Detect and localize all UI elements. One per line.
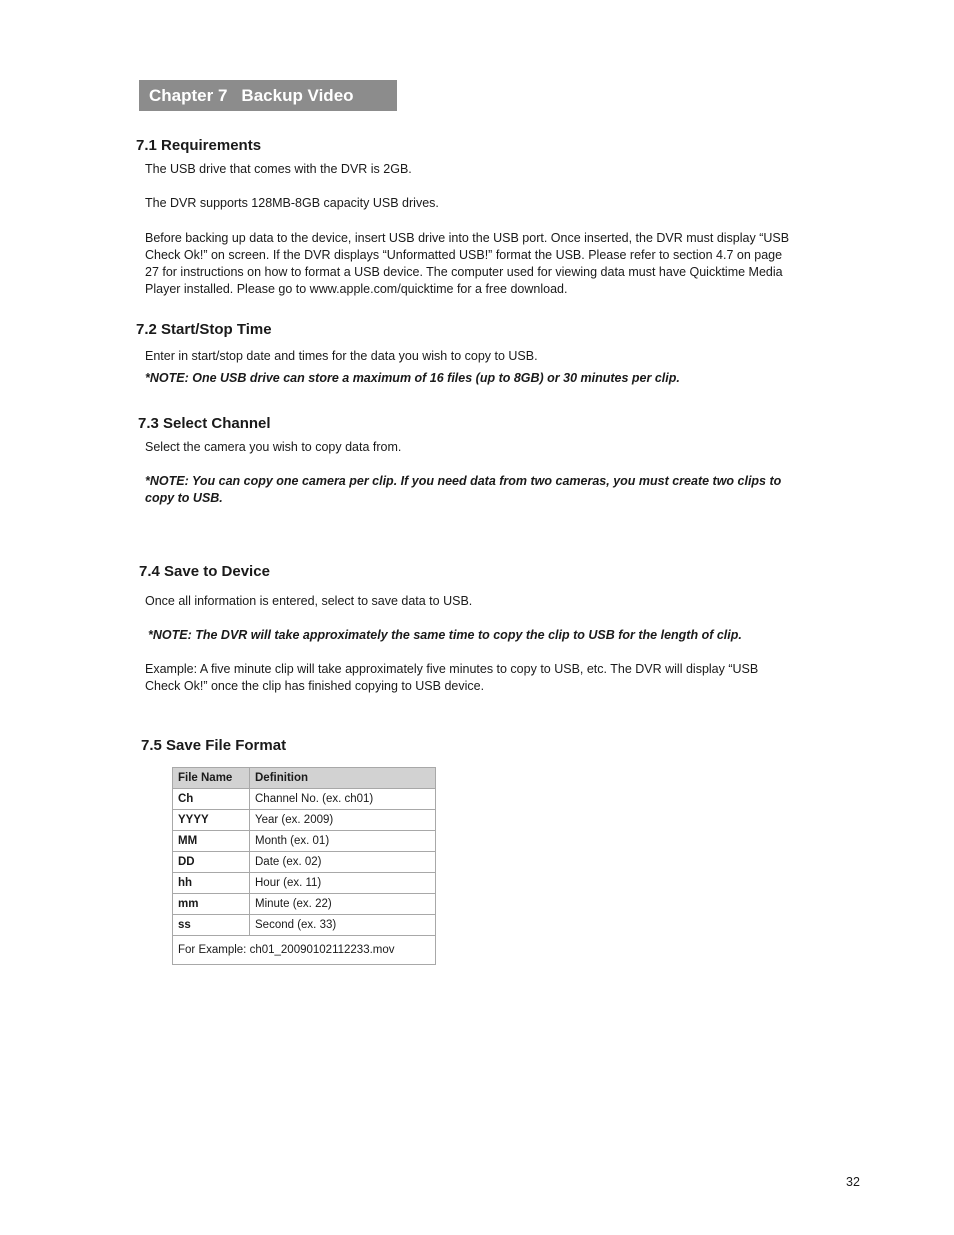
file-name-cell: MM <box>173 831 250 852</box>
section-heading-select-channel: 7.3 Select Channel <box>138 415 271 432</box>
start-stop-paragraph: Enter in start/stop date and times for the data you wish to copy to USB. <box>145 349 538 363</box>
file-name-cell: Ch <box>173 789 250 810</box>
section-heading-save-file-format: 7.5 Save File Format <box>141 737 287 754</box>
table-row <box>173 810 436 831</box>
definition-cell: Hour (ex. 11) <box>250 873 436 894</box>
chapter-title: Backup Video <box>241 86 354 105</box>
filename-example: For Example: ch01_20090102112233.mov <box>173 936 436 965</box>
column-header-file-name: File Name <box>173 768 250 789</box>
page-number: 32 <box>846 1175 860 1189</box>
definition-cell: Second (ex. 33) <box>250 915 436 936</box>
table-row <box>173 852 436 873</box>
select-channel-paragraph: Select the camera you wish to copy data from. <box>145 440 402 454</box>
chapter-number: Chapter 7 <box>149 86 228 105</box>
requirements-paragraph-3: Before backing up data to the device, insert USB drive into the USB port. Once inserted, the DVR must display “USB Check Ok!” on screen. If the DVR displays “Unformatted USB!” format the USB. Please refer to section 4.7 on page 27 for instructions on how to format a USB device. The computer used for viewing data must have Quicktime Media Player installed. Please go to www.apple.com/quicktime for a free download. <box>145 231 790 296</box>
select-channel-note: *NOTE: You can copy one camera per clip. If you need data from two cameras, you must create two clips to copy to USB. <box>145 474 782 505</box>
requirements-paragraph-2: The DVR supports 128MB-8GB capacity USB drives. <box>145 196 439 210</box>
file-name-cell: hh <box>173 873 250 894</box>
table-row <box>173 915 436 936</box>
file-format-table <box>172 767 436 965</box>
definition-cell: Year (ex. 2009) <box>250 810 436 831</box>
save-to-device-paragraph-1: Once all information is entered, select to save data to USB. <box>145 594 473 608</box>
table-example-row <box>173 936 436 965</box>
file-name-cell: YYYY <box>173 810 250 831</box>
requirements-paragraph-1: The USB drive that comes with the DVR is 2GB. <box>145 162 412 176</box>
definition-cell: Date (ex. 02) <box>250 852 436 873</box>
table-row <box>173 789 436 810</box>
file-name-cell: mm <box>173 894 250 915</box>
section-heading-requirements: 7.1 Requirements <box>136 137 262 154</box>
column-header-definition: Definition <box>250 768 436 789</box>
file-name-cell: ss <box>173 915 250 936</box>
table-row <box>173 831 436 852</box>
start-stop-note: *NOTE: One USB drive can store a maximum of 16 files (up to 8GB) or 30 minutes per clip. <box>145 371 680 385</box>
table-row <box>173 894 436 915</box>
save-to-device-paragraph-2: Example: A five minute clip will take approximately five minutes to copy to USB, etc. The DVR will display “USB Check Ok!” once the clip has finished copying to USB device. <box>145 662 759 693</box>
definition-cell: Minute (ex. 22) <box>250 894 436 915</box>
section-heading-start-stop-time: 7.2 Start/Stop Time <box>136 321 272 338</box>
section-heading-save-to-device: 7.4 Save to Device <box>139 563 270 580</box>
file-name-cell: DD <box>173 852 250 873</box>
table-header-row <box>173 768 436 789</box>
definition-cell: Month (ex. 01) <box>250 831 436 852</box>
chapter-banner <box>139 80 397 111</box>
save-to-device-note: *NOTE: The DVR will take approximately the same time to copy the clip to USB for the length of clip. <box>148 628 742 642</box>
definition-cell: Channel No. (ex. ch01) <box>250 789 436 810</box>
table-row <box>173 873 436 894</box>
